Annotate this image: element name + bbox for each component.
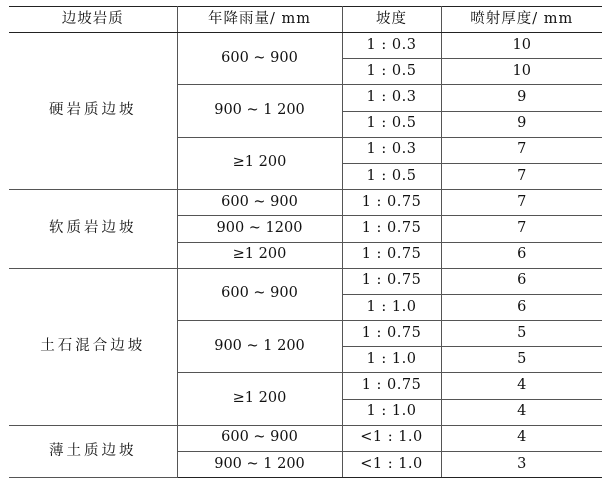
slope-type-cell: 硬岩质边坡 [9, 33, 177, 190]
rainfall-range-cell: 900 ~ 1 200 [177, 321, 342, 373]
slope-ratio-cell: 1 : 0.5 [342, 163, 441, 189]
slope-ratio-cell: 1 : 0.5 [342, 59, 441, 85]
slope-ratio-cell: <1 : 1.0 [342, 452, 441, 478]
slope-ratio-cell: 1 : 0.5 [342, 111, 441, 137]
rainfall-range-cell: 900 ~ 1200 [177, 216, 342, 242]
spray-thickness-cell: 7 [441, 190, 602, 216]
table-row [9, 425, 602, 451]
rainfall-range-cell: ≥1 200 [177, 137, 342, 189]
slope-type-cell: 薄土质边坡 [9, 425, 177, 477]
spray-thickness-cell: 4 [441, 373, 602, 399]
spray-thickness-cell: 9 [441, 111, 602, 137]
header-slope-rock-type: 边坡岩质 [9, 7, 177, 33]
rainfall-range-cell: 600 ~ 900 [177, 425, 342, 451]
spray-thickness-cell: 6 [441, 268, 602, 294]
spray-thickness-cell: 6 [441, 242, 602, 268]
spray-thickness-cell: 5 [441, 321, 602, 347]
rainfall-range-cell: 900 ~ 1 200 [177, 85, 342, 137]
slope-type-cell: 土石混合边坡 [9, 268, 177, 425]
slope-ratio-cell: 1 : 0.75 [342, 216, 441, 242]
rainfall-range-cell: ≥1 200 [177, 242, 342, 268]
spray-thickness-cell: 7 [441, 163, 602, 189]
slope-ratio-cell: 1 : 0.75 [342, 268, 441, 294]
slope-type-cell: 软质岩边坡 [9, 190, 177, 269]
table-row [9, 33, 602, 59]
table-row [9, 268, 602, 294]
spray-thickness-cell: 4 [441, 399, 602, 425]
spray-thickness-cell: 6 [441, 294, 602, 320]
table-header-row [9, 7, 602, 33]
rainfall-range-cell: 600 ~ 900 [177, 190, 342, 216]
slope-ratio-cell: 1 : 1.0 [342, 347, 441, 373]
spray-thickness-cell: 5 [441, 347, 602, 373]
slope-ratio-cell: 1 : 0.3 [342, 85, 441, 111]
spray-thickness-cell: 7 [441, 137, 602, 163]
spray-thickness-cell: 10 [441, 59, 602, 85]
slope-ratio-cell: 1 : 0.75 [342, 190, 441, 216]
slope-ratio-cell: 1 : 0.75 [342, 373, 441, 399]
table-row [9, 190, 602, 216]
header-annual-rainfall: 年降雨量/ mm [177, 7, 342, 33]
rainfall-range-cell: 600 ~ 900 [177, 268, 342, 320]
spray-thickness-cell: 3 [441, 452, 602, 478]
slope-ratio-cell: 1 : 1.0 [342, 294, 441, 320]
slope-ratio-cell: 1 : 0.75 [342, 242, 441, 268]
slope-ratio-cell: 1 : 1.0 [342, 399, 441, 425]
spray-thickness-table [9, 6, 602, 478]
rainfall-range-cell: ≥1 200 [177, 373, 342, 425]
table-body [9, 33, 602, 478]
spray-thickness-cell: 7 [441, 216, 602, 242]
rainfall-range-cell: 900 ~ 1 200 [177, 452, 342, 478]
slope-ratio-cell: 1 : 0.75 [342, 321, 441, 347]
spray-thickness-cell: 10 [441, 33, 602, 59]
rainfall-range-cell: 600 ~ 900 [177, 33, 342, 85]
slope-ratio-cell: 1 : 0.3 [342, 137, 441, 163]
header-slope-ratio: 坡度 [342, 7, 441, 33]
slope-ratio-cell: <1 : 1.0 [342, 425, 441, 451]
slope-ratio-cell: 1 : 0.3 [342, 33, 441, 59]
spray-thickness-cell: 9 [441, 85, 602, 111]
spray-thickness-cell: 4 [441, 425, 602, 451]
header-spray-thickness: 喷射厚度/ mm [441, 7, 602, 33]
